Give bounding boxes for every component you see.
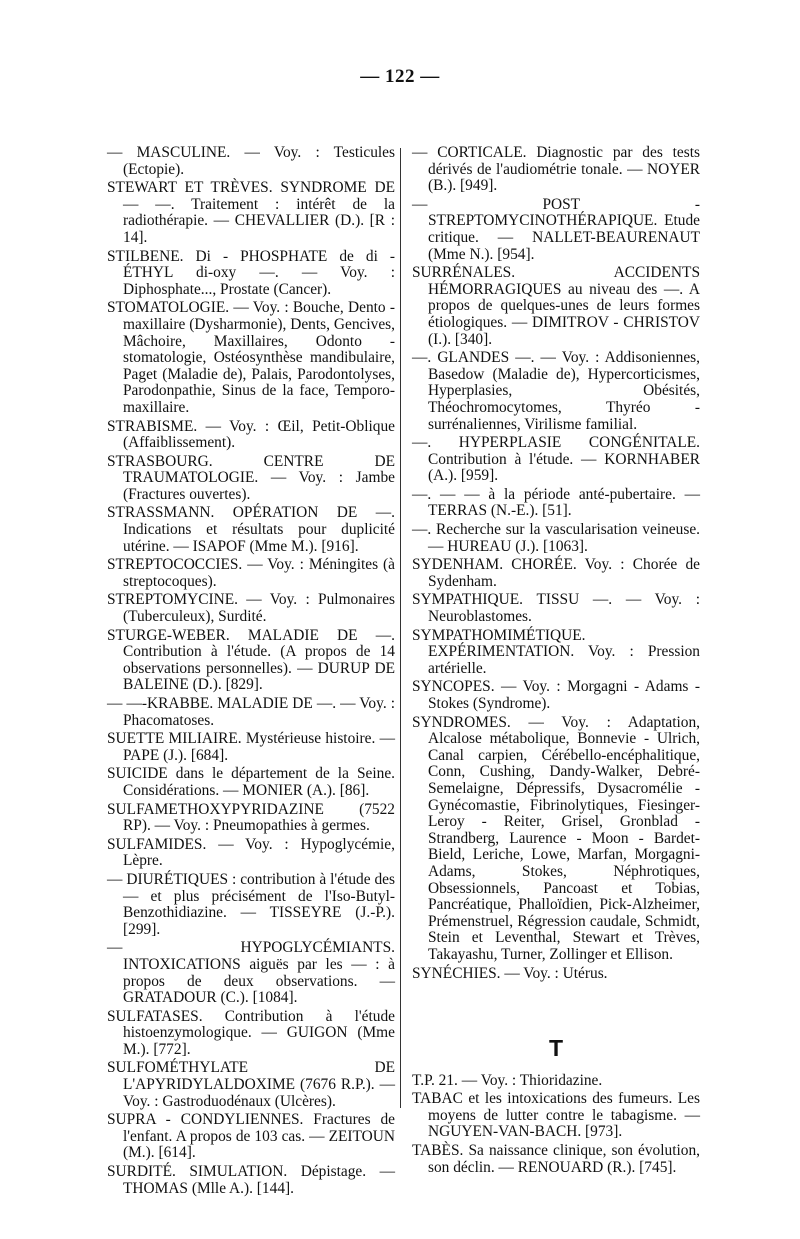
index-entry: SULFOMÉTHYLATE DE L'APYRIDYLALDOXIME (7676 R.P.). — Voy. : Gastroduodénaux (Ulcères). — [107, 1059, 395, 1110]
index-entry: SYMPATHOMIMÉTIQUE. EXPÉRIMENTATION. Voy. : Pression artérielle. — [412, 626, 700, 677]
index-entry: — CORTICALE. Diagnostic par des tests dérivés de l'audiométrie tonale. — NOYER (B.). [949]. — [412, 144, 700, 195]
index-entry: — —-KRABBE. MALADIE DE —. — Voy. : Phacomatoses. — [107, 695, 395, 729]
index-entry: STEWART ET TRÈVES. SYNDROME DE — —. Traitement : intérêt de la radiothérapie. — CHEVALLIER (D.). [R : 14]. — [107, 179, 395, 246]
index-entry: TABAC et les intoxications des fumeurs. Les moyens de lutter contre le tabagisme. — NGUYEN-VAN-BACH. [973]. — [412, 1090, 700, 1141]
index-entry: STRASBOURG. CENTRE DE TRAUMATOLOGIE. — Voy. : Jambe (Fractures ouvertes). — [107, 452, 395, 503]
index-entry: STOMATOLOGIE. — Voy. : Bouche, Dento - maxillaire (Dysharmonie), Dents, Gencives, Mâchoire, Maxillaires, Odonto - stomatologie, Ostéosynthèse mandibulaire, Paget (Maladie de), Palais, Parodontolyses, Parodonpathie, Sinus de la face, Temporo-maxillaire. — [107, 299, 395, 416]
index-entry: SULFAMETHOXYPYRIDAZINE (7522 RP). — Voy. : Pneumopathies à germes. — [107, 800, 395, 835]
index-entry: — MASCULINE. — Voy. : Testicules (Ectopie). — [107, 144, 395, 178]
section-letter: T — [548, 1035, 564, 1062]
index-entry: —. GLANDES —. — Voy. : Addisoniennes, Basedow (Maladie de), Hypercorticismes, Hyperplasies, Obésités, Théochromocytomes, Thyréo - surrénaliennes, Virilisme familial. — [412, 349, 700, 433]
index-entry: — DIURÉTIQUES : contribution à l'étude des — et plus précisément de l'Iso-Butyl-Benzothidiazine. — TISSEYRE (J.-P.). [299]. — [107, 870, 395, 938]
page-number: — 122 — — [360, 66, 440, 87]
index-entry: STRABISME. — Voy. : Œil, Petit-Oblique (Affaiblissement). — [107, 417, 395, 452]
index-entry: —. HYPERPLASIE CONGÉNITALE. Contribution à l'étude. — KORNHABER (A.). [959]. — [412, 434, 700, 485]
index-entry: SUPRA - CONDYLIENNES. Fractures de l'enfant. A propos de 103 cas. — ZEITOUN (M.). [614]. — [107, 1111, 395, 1162]
index-entry: SUICIDE dans le département de la Seine. Considérations. — MONIER (A.). [86]. — [107, 765, 395, 799]
index-entry: STURGE-WEBER. MALADIE DE —. Contribution à l'étude. (A propos de 14 observations personnelles). — DURUP DE BALEINE (D.). [829]. — [107, 626, 395, 694]
index-entry: — HYPOGLYCÉMIANTS. INTOXICATIONS aiguës par les — : à propos de deux observations. — GRATADOUR (C.). [1084]. — [107, 939, 395, 1007]
index-entry: STREPTOCOCCIES. — Voy. : Méningites (à streptocoques). — [107, 556, 395, 590]
index-entry: SULFAMIDES. — Voy. : Hypoglycémie, Lèpre. — [107, 835, 395, 870]
index-entry: SULFATASES. Contribution à l'étude histoenzymologique. — GUIGON (Mme M.). [772]. — [107, 1007, 395, 1058]
index-entry: STRASSMANN. OPÉRATION DE —. Indications et résultats pour duplicité utérine. — ISAPOF (Mme M.). [916]. — [107, 504, 395, 555]
index-entry: T.P. 21. — Voy. : Thioridazine. — [412, 1071, 603, 1089]
right-column — [412, 145, 700, 1178]
index-entry: SURRÉNALES. ACCIDENTS HÉMORRAGIQUES au niveau des —. A propos de quelques-unes de leurs formes étiologiques. — DIMITROV - CHRISTOV (I.). [340]. — [412, 264, 700, 348]
index-entry: SYNÉCHIES. — Voy. : Utérus. — [412, 964, 608, 982]
index-entry: TABÈS. Sa naissance clinique, son évolution, son déclin. — RENOUARD (R.). [745]. — [412, 1142, 700, 1176]
index-entry: — POST - STREPTOMYCINOTHÉRAPIQUE. Etude critique. — NALLET-BEAURENAUT (Mme N.). [954]. — [412, 195, 700, 263]
index-entry: SYNCOPES. — Voy. : Morgagni - Adams - Stokes (Syndrome). — [412, 678, 700, 712]
index-entry: SYDENHAM. CHORÉE. Voy. : Chorée de Sydenham. — [412, 556, 700, 590]
index-entry: STILBENE. Di - PHOSPHATE de di - ÉTHYL di-oxy —. — Voy. : Diphosphate..., Prostate (Cancer). — [107, 247, 395, 298]
index-entry: SURDITÉ. SIMULATION. Dépistage. — THOMAS (Mlle A.). [144]. — [107, 1163, 395, 1197]
column-divider — [400, 148, 401, 1108]
index-entry: —. — — à la période anté-pubertaire. — TERRAS (N.-E.). [51]. — [412, 485, 700, 520]
index-entry: —. Recherche sur la vascularisation veineuse. — HUREAU (J.). [1063]. — [412, 521, 700, 555]
index-entry: SUETTE MILIAIRE. Mystérieuse histoire. — PAPE (J.). [684]. — [107, 730, 395, 764]
index-entry: SYMPATHIQUE. TISSU —. — Voy. : Neuroblastomes. — [412, 591, 700, 626]
left-column — [107, 145, 395, 1199]
index-entry: SYNDROMES. — Voy. : Adaptation, Alcalose métabolique, Bonnevie - Ulrich, Canal carpien, Cérébello-encéphalitique, Conn, Cushing, Dandy-Walker, Debré-Semelaigne, Dépressifs, Dysacromélie - Gynécomastie, Fibrinolytiques, Fiesinger-Leroy - Reiter, Grisel, Gronblad - Strandberg, Laurence - Moon - Bardet-Bield, Leriche, Lowe, Marfan, Morgagni-Adams, Stokes, Néphrotiques, Obsessionnels, Pancoast et Tobias, Pancréatique, Phalloïdien, Pick-Alzheimer, Prémenstruel, Régression caudale, Schmidt, Stein et Leventhal, Stewart et Trèves, Takayashu, Turner, Zollinger et Ellison. — [412, 713, 700, 963]
index-entry: STREPTOMYCINE. — Voy. : Pulmonaires (Tuberculeux), Surdité. — [107, 591, 395, 626]
